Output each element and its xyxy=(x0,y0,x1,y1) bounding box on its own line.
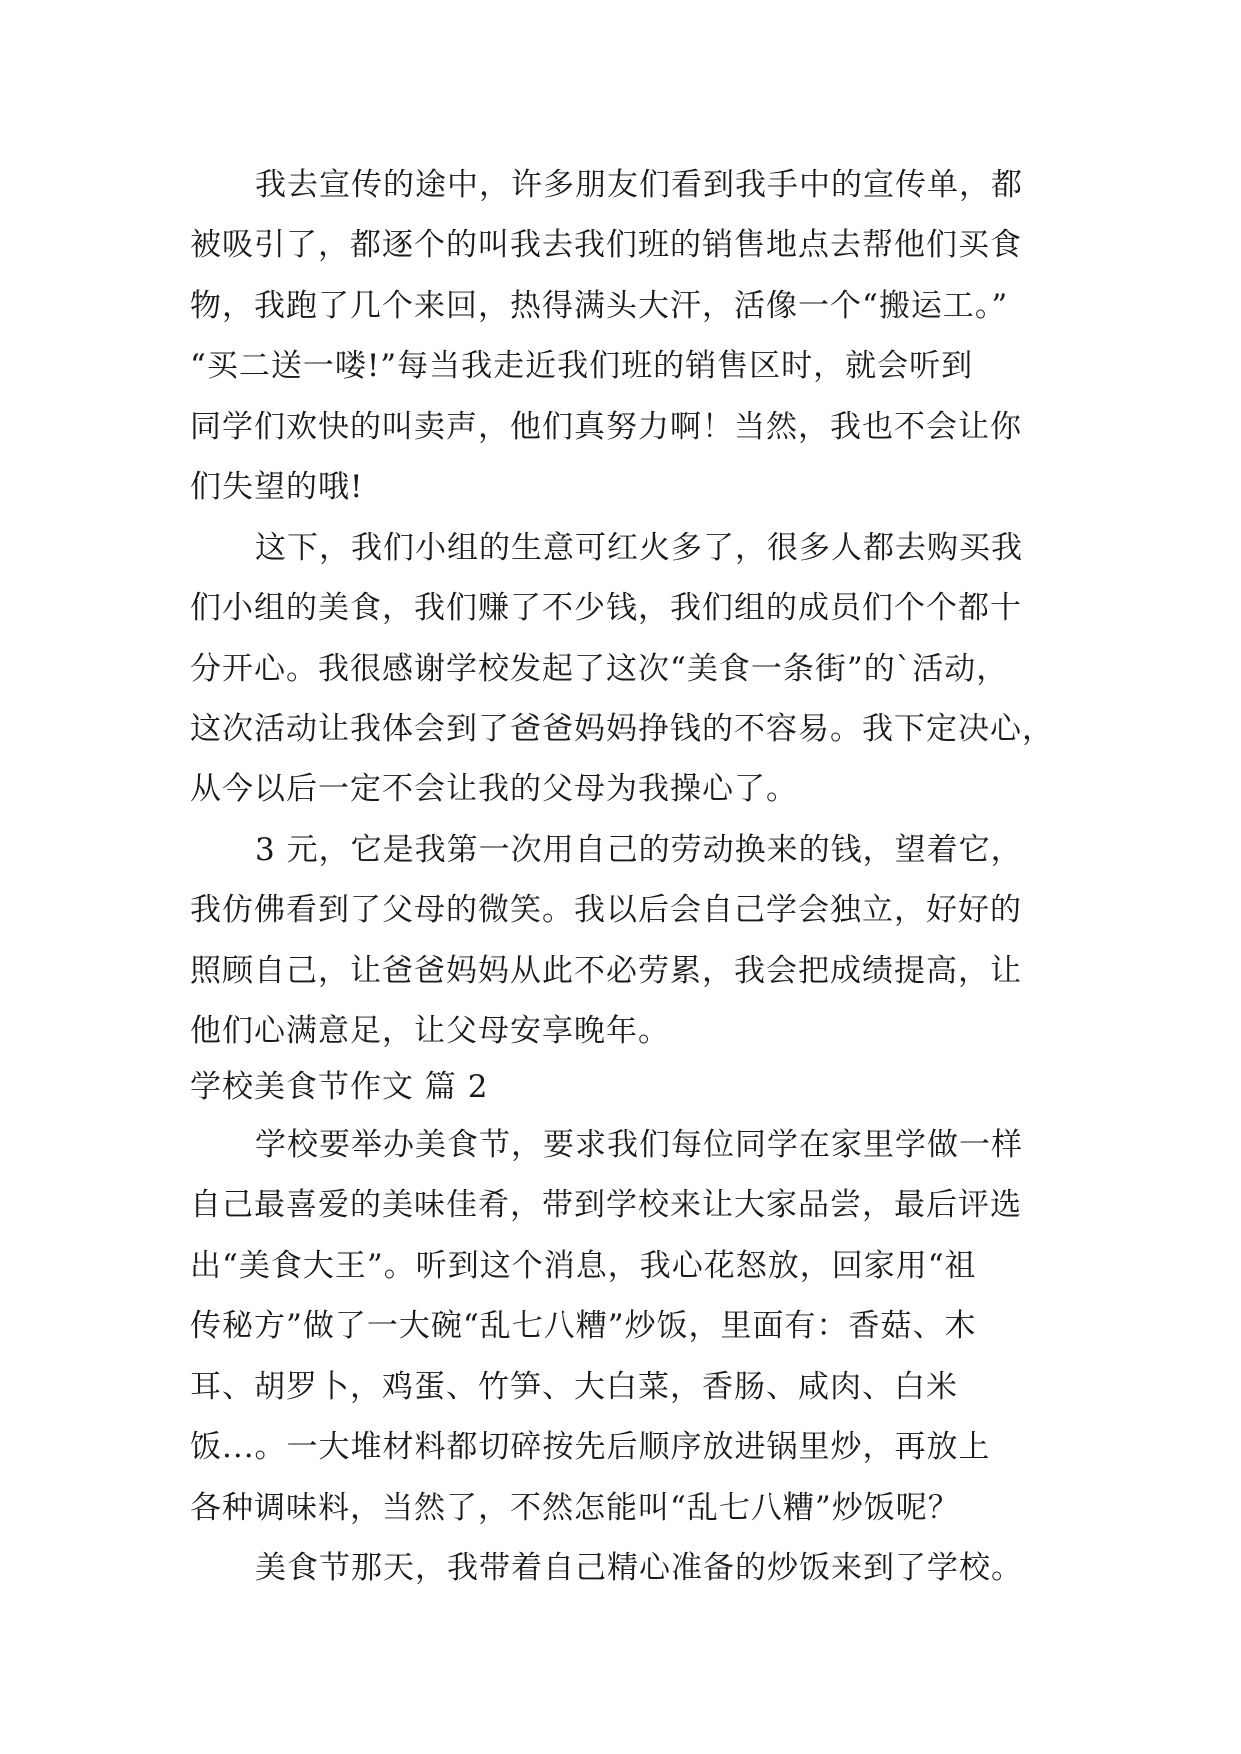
paragraph-line: “买二送一喽!”每当我走近我们班的销售区时，就会听到 xyxy=(190,348,974,384)
paragraph-line: 3 元，它是我第一次用自己的劳动换来的钱，望着它， xyxy=(255,832,1023,868)
paragraph-line: 传秘方”做了一大碗“乱七八糟”炒饭，里面有：香菇、木 xyxy=(190,1308,977,1344)
paragraph-line: 耳、胡罗卜，鸡蛋、竹笋、大白菜，香肠、咸肉、白米 xyxy=(190,1369,958,1405)
paragraph-line: 分开心。我很感谢学校发起了这次“美食一条街”的`活动， xyxy=(190,651,1009,687)
paragraph-line: 出“美食大王”。听到这个消息，我心花怒放，回家用“祖 xyxy=(190,1248,977,1284)
paragraph-line: 照顾自己，让爸爸妈妈从此不必劳累，我会把成绩提高，让 xyxy=(190,953,1022,989)
paragraph-line: 我去宣传的途中，许多朋友们看到我手中的宣传单，都 xyxy=(255,167,1023,203)
paragraph-line: 物，我跑了几个来回，热得满头大汗，活像一个“搬运工。” xyxy=(190,288,1009,324)
paragraph-line: 他们心满意足，让父母安享晚年。 xyxy=(190,1013,670,1049)
paragraph-line: 同学们欢快的叫卖声，他们真努力啊！当然，我也不会让你 xyxy=(190,409,1022,445)
paragraph-line: 们失望的哦! xyxy=(190,469,364,505)
paragraph-line: 学校要举办美食节，要求我们每位同学在家里学做一样 xyxy=(255,1127,1023,1163)
paragraph-line: 们小组的美食，我们赚了不少钱，我们组的成员们个个都十 xyxy=(190,590,1022,626)
paragraph-line: 被吸引了，都逐个的叫我去我们班的销售地点去帮他们买食 xyxy=(190,227,1022,263)
section-heading: 学校美食节作文 篇 2 xyxy=(190,1069,489,1105)
paragraph-line: 饭...。一大堆材料都切碎按先后顺序放进锅里炒，再放上 xyxy=(190,1429,991,1465)
paragraph-line: 各种调味料，当然了，不然怎能叫“乱七八糟”炒饭呢？ xyxy=(190,1490,960,1526)
paragraph-line: 这下，我们小组的生意可红火多了，很多人都去购买我 xyxy=(255,530,1023,566)
paragraph-line: 自己最喜爱的美味佳肴，带到学校来让大家品尝，最后评选 xyxy=(190,1187,1022,1223)
paragraph-line: 这次活动让我体会到了爸爸妈妈挣钱的不容易。我下定决心， xyxy=(190,711,1054,747)
paragraph-line: 我仿佛看到了父母的微笑。我以后会自己学会独立，好好的 xyxy=(190,892,1022,928)
paragraph-line: 美食节那天，我带着自己精心准备的炒饭来到了学校。 xyxy=(255,1550,1023,1586)
paragraph-line: 从今以后一定不会让我的父母为我操心了。 xyxy=(190,771,798,807)
